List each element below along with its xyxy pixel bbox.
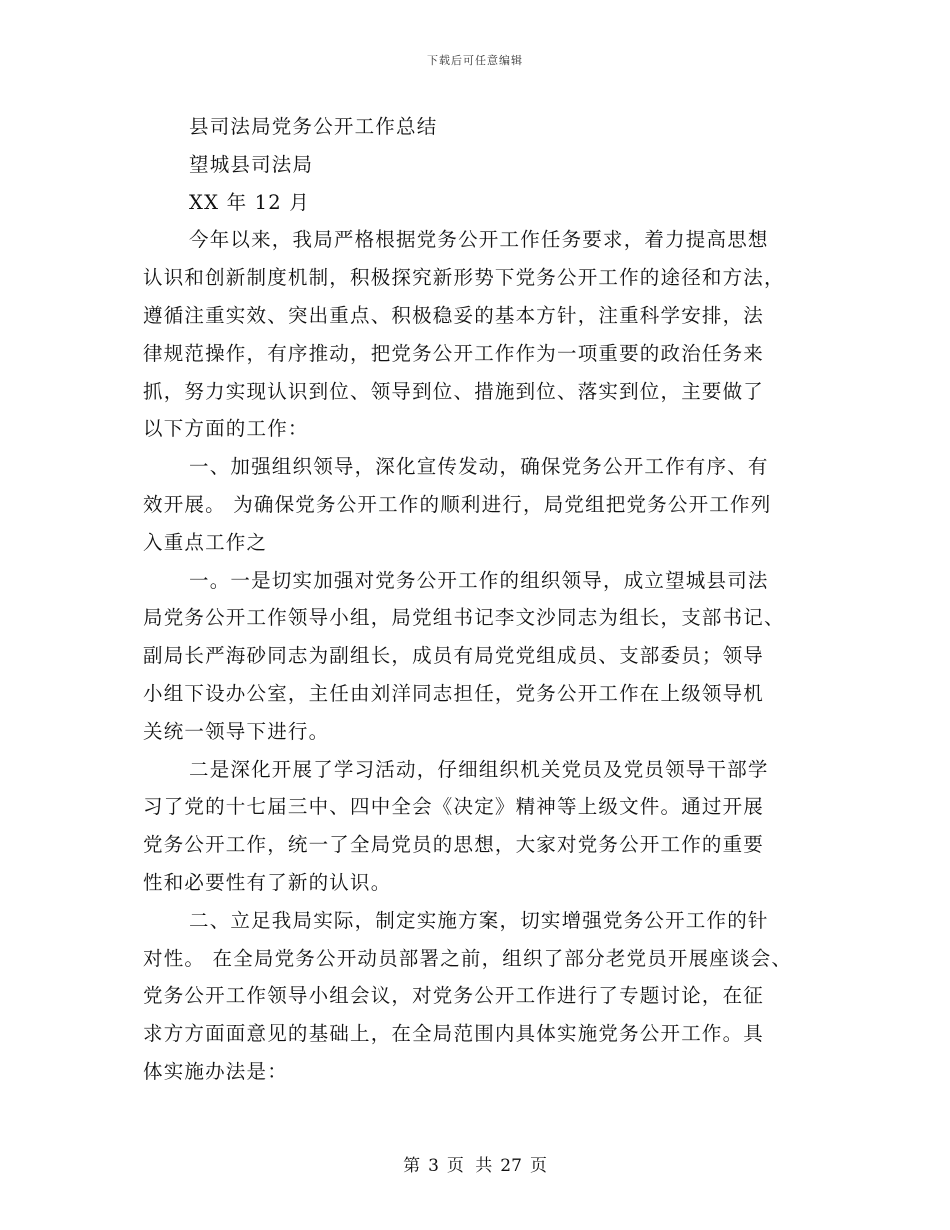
text-line: 律规范操作，有序推动，把党务公开工作作为一项重要的政治任务来 [143, 341, 765, 365]
text-line: 抓，努力实现认识到位、领导到位、措施到位、落实到位，主要做了 [143, 379, 765, 403]
footer-middle: 页 共 [446, 1156, 493, 1176]
text-line: 二是深化开展了学习活动，仔细组织机关党员及党员领导干部学 [189, 757, 769, 781]
footer-prefix: 第 [403, 1156, 421, 1176]
document-title: 县司法局党务公开工作总结 [189, 115, 438, 138]
text-line: 局党务公开工作领导小组，局党组书记李文沙同志为组长，支部书记、 [143, 606, 785, 630]
text-line: 体实施办法是： [143, 1059, 288, 1083]
text-line: 效开展。 为确保党务公开工作的顺利进行，局党组把党务公开工作列 [143, 492, 772, 516]
text-line: 党务公开工作领导小组会议，对党务公开工作进行了专题讨论，在征 [143, 984, 765, 1008]
text-line: 遵循注重实效、突出重点、积极稳妥的基本方针，注重科学安排，法 [143, 303, 765, 327]
text-line: 认识和创新制度机制，积极探究新形势下党务公开工作的途径和方法， [143, 266, 785, 290]
document-body [143, 108, 808, 1091]
author-line: 望城县司法局 [189, 152, 314, 176]
text-line: 二、立足我局实际，制定实施方案，切实增强党务公开工作的针 [189, 908, 769, 932]
current-page-number: 3 [428, 1156, 439, 1176]
text-line: 习了党的十七届三中、四中全会《决定》精神等上级文件。通过开展 [143, 795, 765, 819]
text-line: 关统一领导下进行。 [143, 719, 330, 743]
text-line: 今年以来，我局严格根据党务公开工作任务要求，着力提高思想 [189, 228, 769, 252]
text-line: 对性。 在全局党务公开动员部署之前，组织了部分老党员开展座谈会、 [143, 946, 793, 970]
footer-suffix: 页 [529, 1156, 547, 1176]
text-line: 一。一是切实加强对党务公开工作的组织领导，成立望城县司法 [189, 568, 769, 592]
text-line: 以下方面的工作： [143, 417, 309, 441]
page-footer [0, 1151, 950, 1176]
text-line: 小组下设办公室，主任由刘洋同志担任，党务公开工作在上级领导机 [143, 681, 765, 705]
text-line: 一、加强组织领导，深化宣传发动，确保党务公开工作有序、有 [189, 455, 769, 479]
text-line: 性和必要性有了新的认识。 [143, 870, 392, 894]
text-line: 副局长严海砂同志为副组长，成员有局党党组成员、支部委员；领导 [143, 644, 765, 668]
text-line: 求方方面面意见的基础上，在全局范围内具体实施党务公开工作。具 [143, 1022, 765, 1046]
text-line: 党务公开工作，统一了全局党员的思想，大家对党务公开工作的重要 [143, 833, 765, 857]
date-line: XX 年 12 月 [189, 190, 310, 214]
page-header: 下载后可任意编辑 [427, 54, 523, 67]
total-page-count: 27 [500, 1156, 522, 1176]
text-line: 入重点工作之 [143, 530, 268, 554]
